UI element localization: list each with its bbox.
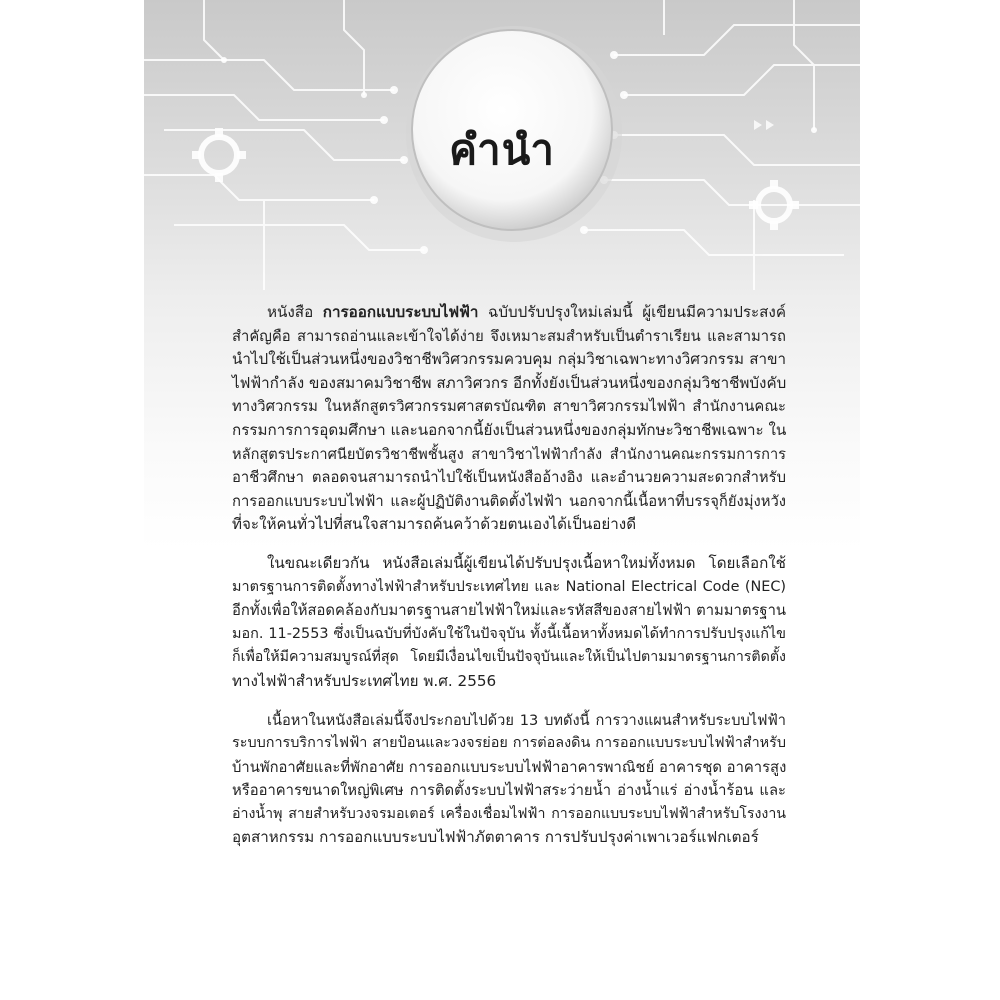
text-line: กรรมการการอุดมศึกษา และนอกจากนี้ยังเป็นส่วนหนึ่งของกลุ่มทักษะวิชาชีพเฉพาะ ใน <box>232 420 787 439</box>
preface-body <box>232 301 786 850</box>
paragraph <box>232 709 786 851</box>
text-line: มาตรฐานการติดตั้งทางไฟฟ้าสำหรับประเทศไทย และ National Electrical Code (NEC) <box>232 578 786 595</box>
text-line: หลักสูตรประกาศนียบัตรวิชาชีพชั้นสูง สาขาวิชาไฟฟ้ากำลัง สำนักงานคณะกรรมการการ <box>232 445 786 463</box>
text-line: ไฟฟ้ากำลัง ของสมาคมวิชาชีพ สภาวิศวกร อีกทั้งยังเป็นส่วนหนึ่งของกลุ่มวิชาชีพบังคับ <box>232 373 787 392</box>
text-line: ในขณะเดียวกัน หนังสือเล่มนี้ผู้เขียนได้ปรับปรุงเนื้อหาใหม่ทั้งหมด โดยเลือกใช้ <box>267 553 786 572</box>
text-line: ระบบการบริการไฟฟ้า สายป้อนและวงจรย่อย การต่อลงดิน การออกแบบระบบไฟฟ้าสำหรับ <box>232 735 786 752</box>
text-line: บ้านพักอาศัยและที่พักอาศัย การออกแบบระบบไฟฟ้าอาคารพาณิชย์ อาคารชุด อาคารสูง <box>232 758 787 776</box>
text-line: ก็เพื่อให้มีความสมบูรณ์ที่สุด โดยมีเงื่อนไขเป็นปัจจุบันและให้เป็นไปตามมาตรฐานการติดตั้ง <box>232 649 786 666</box>
text-line: หนังสือ การออกแบบระบบไฟฟ้า ฉบับปรับปรุงใหม่เล่มนี้ ผู้เขียนมีความประสงค์ <box>267 303 786 321</box>
text-line: อาชีวศึกษา ตลอดจนสามารถนำไปใช้เป็นหนังสืออ้างอิง และอำนวยความสะดวกสำหรับ <box>232 469 786 487</box>
book-title: การออกแบบระบบไฟฟ้า <box>322 303 479 321</box>
text-line: การออกแบบระบบไฟฟ้า และผู้ปฏิบัติงานติดตั้งไฟฟ้า นอกจากนี้เนื้อหาที่บรรจุก็ยังมุ่งหวัง <box>232 492 786 510</box>
text-line: อ่างน้ำพุ สายสำหรับวงจรมอเตอร์ เครื่องเชื่อมไฟฟ้า การออกแบบระบบไฟฟ้าสำหรับโรงงาน <box>232 805 786 822</box>
text-line: มอก. 11-2553 ซึ่งเป็นฉบับที่บังคับใช้ในปัจจุบัน ทั้งนี้เนื้อหาทั้งหมดได้ทำการปรับปรุงแก้ไข <box>232 625 786 642</box>
paragraph <box>232 301 786 537</box>
text-line: ที่จะให้คนทั่วไปที่สนใจสามารถค้นคว้าด้วยตนเองได้เป็นอย่างดี <box>232 515 637 534</box>
text-line: สำคัญคือ สามารถอ่านและเข้าใจได้ง่าย จึงเหมาะสมสำหรับเป็นตำราเรียน และสามารถ <box>232 327 786 345</box>
text-line: ทางวิศวกรรม ในหลักสูตรวิศวกรรมศาสตรบัณฑิต สาขาวิศวกรรมไฟฟ้า สำนักงานคณะ <box>232 398 786 416</box>
text-line: ทางไฟฟ้าสำหรับประเทศไทย พ.ศ. 2556 <box>232 671 497 690</box>
page-title: คำนำ <box>449 125 555 174</box>
text-line: เนื้อหาในหนังสือเล่มนี้จึงประกอบไปด้วย 13 บทดังนี้ การวางแผนสำหรับระบบไฟฟ้า <box>267 711 786 729</box>
text-line: อีกทั้งเพื่อให้สอดคล้องกับมาตรฐานสายไฟฟ้าใหม่และรหัสสีของสายไฟฟ้า ตามมาตรฐาน <box>232 602 786 620</box>
paragraph <box>232 552 786 694</box>
text-line: หรืออาคารขนาดใหญ่พิเศษ การติดตั้งระบบไฟฟ้าสระว่ายน้ำ อ่างน้ำแร่ อ่างน้ำร้อน และ <box>232 782 786 800</box>
text-line: นำไปใช้เป็นส่วนหนึ่งของวิชาชีพวิศวกรรมควบคุม กลุ่มวิชาเฉพาะทางวิศวกรรม สาขา <box>232 350 786 369</box>
text-line: อุตสาหกรรม การออกแบบระบบไฟฟ้าภัตตาคาร การปรับปรุงค่าเพาเวอร์แฟกเตอร์ <box>232 828 759 847</box>
